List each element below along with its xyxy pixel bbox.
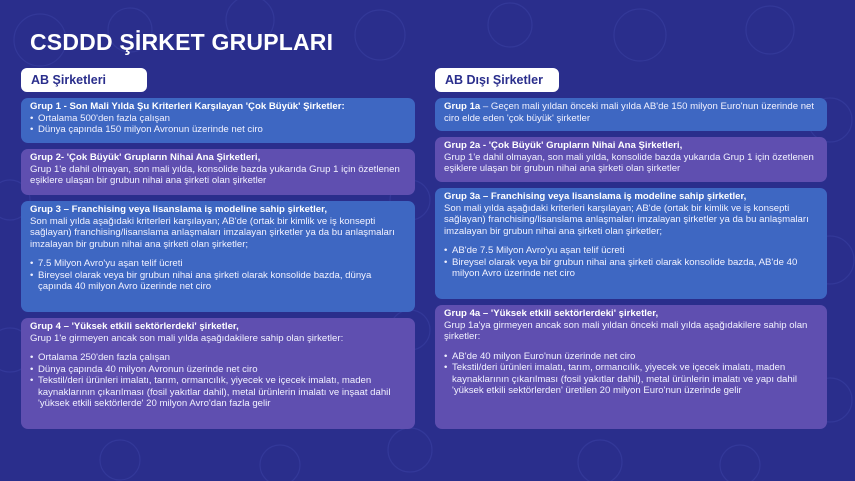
eu-group-2-heading: Grup 2- 'Çok Büyük' Grupların Nihai Ana Şirketleri, — [30, 152, 261, 163]
list-item: • Bireysel olarak veya bir grubun nihai ana şirketi olarak konsolide bazda, AB'de 40 milyon Avro üzerinde net ciro — [444, 257, 818, 280]
non-eu-group-4a-box — [435, 305, 827, 429]
list-item: • Ortalama 500'den fazla çalışan — [30, 113, 406, 125]
list-item: • Tekstil/deri ürünleri imalatı, tarım, ormancılık, yiyecek ve içecek imalatı, maden kaynaklarının çıkarılması (fosil yakıtlar dahil), metal ürünlerin imalatı ve yapı dahil 'yüksek etkili sektörlerden' üretilen 20 milyon Euro'nun üzerinde gelir — [444, 362, 818, 397]
non-eu-companies-column — [435, 68, 815, 92]
eu-group-4-criteria — [30, 352, 406, 410]
non-eu-group-3a-heading: Grup 3a – Franchising veya lisanslama iş modeline sahip şirketler, — [444, 191, 747, 202]
non-eu-group-2a-description: Grup 1'e dahil olmayan, son mali yılda, konsolide bazda yukarıda Grup 1 için özetlenen eşiklere ulaşan bir grubun nihai ana şirketi olan şirketler — [444, 151, 814, 174]
list-item: • AB'de 7.5 Milyon Avro'yu aşan telif ücreti — [444, 245, 818, 257]
non-eu-group-1a-heading: Grup 1a — [444, 101, 481, 112]
non-eu-group-4a-description: Grup 1a'ya girmeyen ancak son mali yıldan önceki mali yılda aşağıdakilere sahip olan şirketler: — [444, 319, 808, 342]
eu-group-4-box — [21, 318, 415, 429]
eu-group-1-heading: Grup 1 - Son Mali Yılda Şu Kriterleri Karşılayan 'Çok Büyük' Şirketler: — [30, 101, 345, 112]
eu-companies-column — [21, 68, 401, 92]
non-eu-group-2a-box — [435, 137, 827, 182]
non-eu-companies-header: AB Dışı Şirketler — [435, 68, 559, 92]
eu-group-4-description: Grup 1'e girmeyen ancak son mali yılda aşağıdakilere sahip olan şirketler: — [30, 332, 344, 344]
eu-companies-header: AB Şirketleri — [21, 68, 147, 92]
non-eu-group-3a-box — [435, 188, 827, 299]
list-item: • Dünya çapında 150 milyon Avronun üzerinde net ciro — [30, 124, 406, 136]
list-item: • 7.5 Milyon Avro'yu aşan telif ücreti — [30, 258, 406, 270]
eu-group-2-box — [21, 149, 415, 195]
non-eu-group-3a-criteria — [444, 245, 818, 280]
list-item: • Tekstil/deri ürünleri imalatı, tarım, ormancılık, yiyecek ve içecek imalatı, maden kaynaklarının çıkarılması (fosil yakıtlar dahil), metal ürünlerin imalatı ve inşaat dahil 'yüksek etkili sektörlerde' 20 milyon Avro'dan fazla gelir — [30, 375, 406, 410]
non-eu-group-1a-description: – Geçen mali yıldan önceki mali yılda AB'de 150 milyon Euro'nun üzerinde net ciro elde eden 'çok büyük' şirketler — [444, 101, 815, 124]
list-item: • Bireysel olarak veya bir grubun nihai ana şirketi olarak konsolide bazda, dünya çapında 40 milyon Avro üzerinde net ciro — [30, 270, 406, 293]
eu-group-3-description: Son mali yılda aşağıdaki kriterleri karşılayan; AB'de (ortak bir kimlik ve iş konsepti sağlayan) franchising/lisanslama anlaşmaları imzalayan şirketler ya da bu anlaşmaları imzalayan bir grubun nihai ana şirketi olan şirketler; — [30, 215, 395, 250]
eu-group-4-heading: Grup 4 – 'Yüksek etkili sektörlerdeki' şirketler, — [30, 321, 239, 332]
list-item: • Ortalama 250'den fazla çalışan — [30, 352, 406, 364]
eu-group-1-box — [21, 98, 415, 143]
eu-group-2-description: Grup 1'e dahil olmayan, son mali yılda, konsolide bazda yukarıda Grup 1 için özetlenen eşiklere ulaşan bir grubun nihai ana şirketi olan şirketler — [30, 163, 400, 186]
list-item: • Dünya çapında 40 milyon Avronun üzerinde net ciro — [30, 364, 406, 376]
non-eu-group-2a-heading: Grup 2a - 'Çok Büyük' Grupların Nihai Ana Şirketleri, — [444, 140, 683, 151]
non-eu-group-4a-criteria — [444, 351, 818, 397]
page-title: CSDDD ŞİRKET GRUPLARI — [30, 29, 334, 55]
non-eu-group-1a-box — [435, 98, 827, 131]
list-item: • AB'de 40 milyon Euro'nun üzerinde net ciro — [444, 351, 818, 363]
eu-group-3-heading: Grup 3 – Franchising veya lisanslama iş modeline sahip şirketler, — [30, 204, 327, 215]
eu-group-1-criteria — [30, 113, 406, 136]
eu-group-3-criteria — [30, 258, 406, 293]
eu-group-3-box — [21, 201, 415, 312]
non-eu-group-4a-heading: Grup 4a – 'Yüksek etkili sektörlerdeki' şirketler, — [444, 308, 659, 319]
non-eu-group-3a-description: Son mali yılda aşağıdaki kriterleri karşılayan; AB'de (ortak bir kimlik ve iş konsepti sağlayan) franchising/lisanslama anlaşmaları imzalayan şirketler ya da bu anlaşmaları imzalayan bir grubun nihai ana şirketi olan şirketler; — [444, 202, 809, 237]
